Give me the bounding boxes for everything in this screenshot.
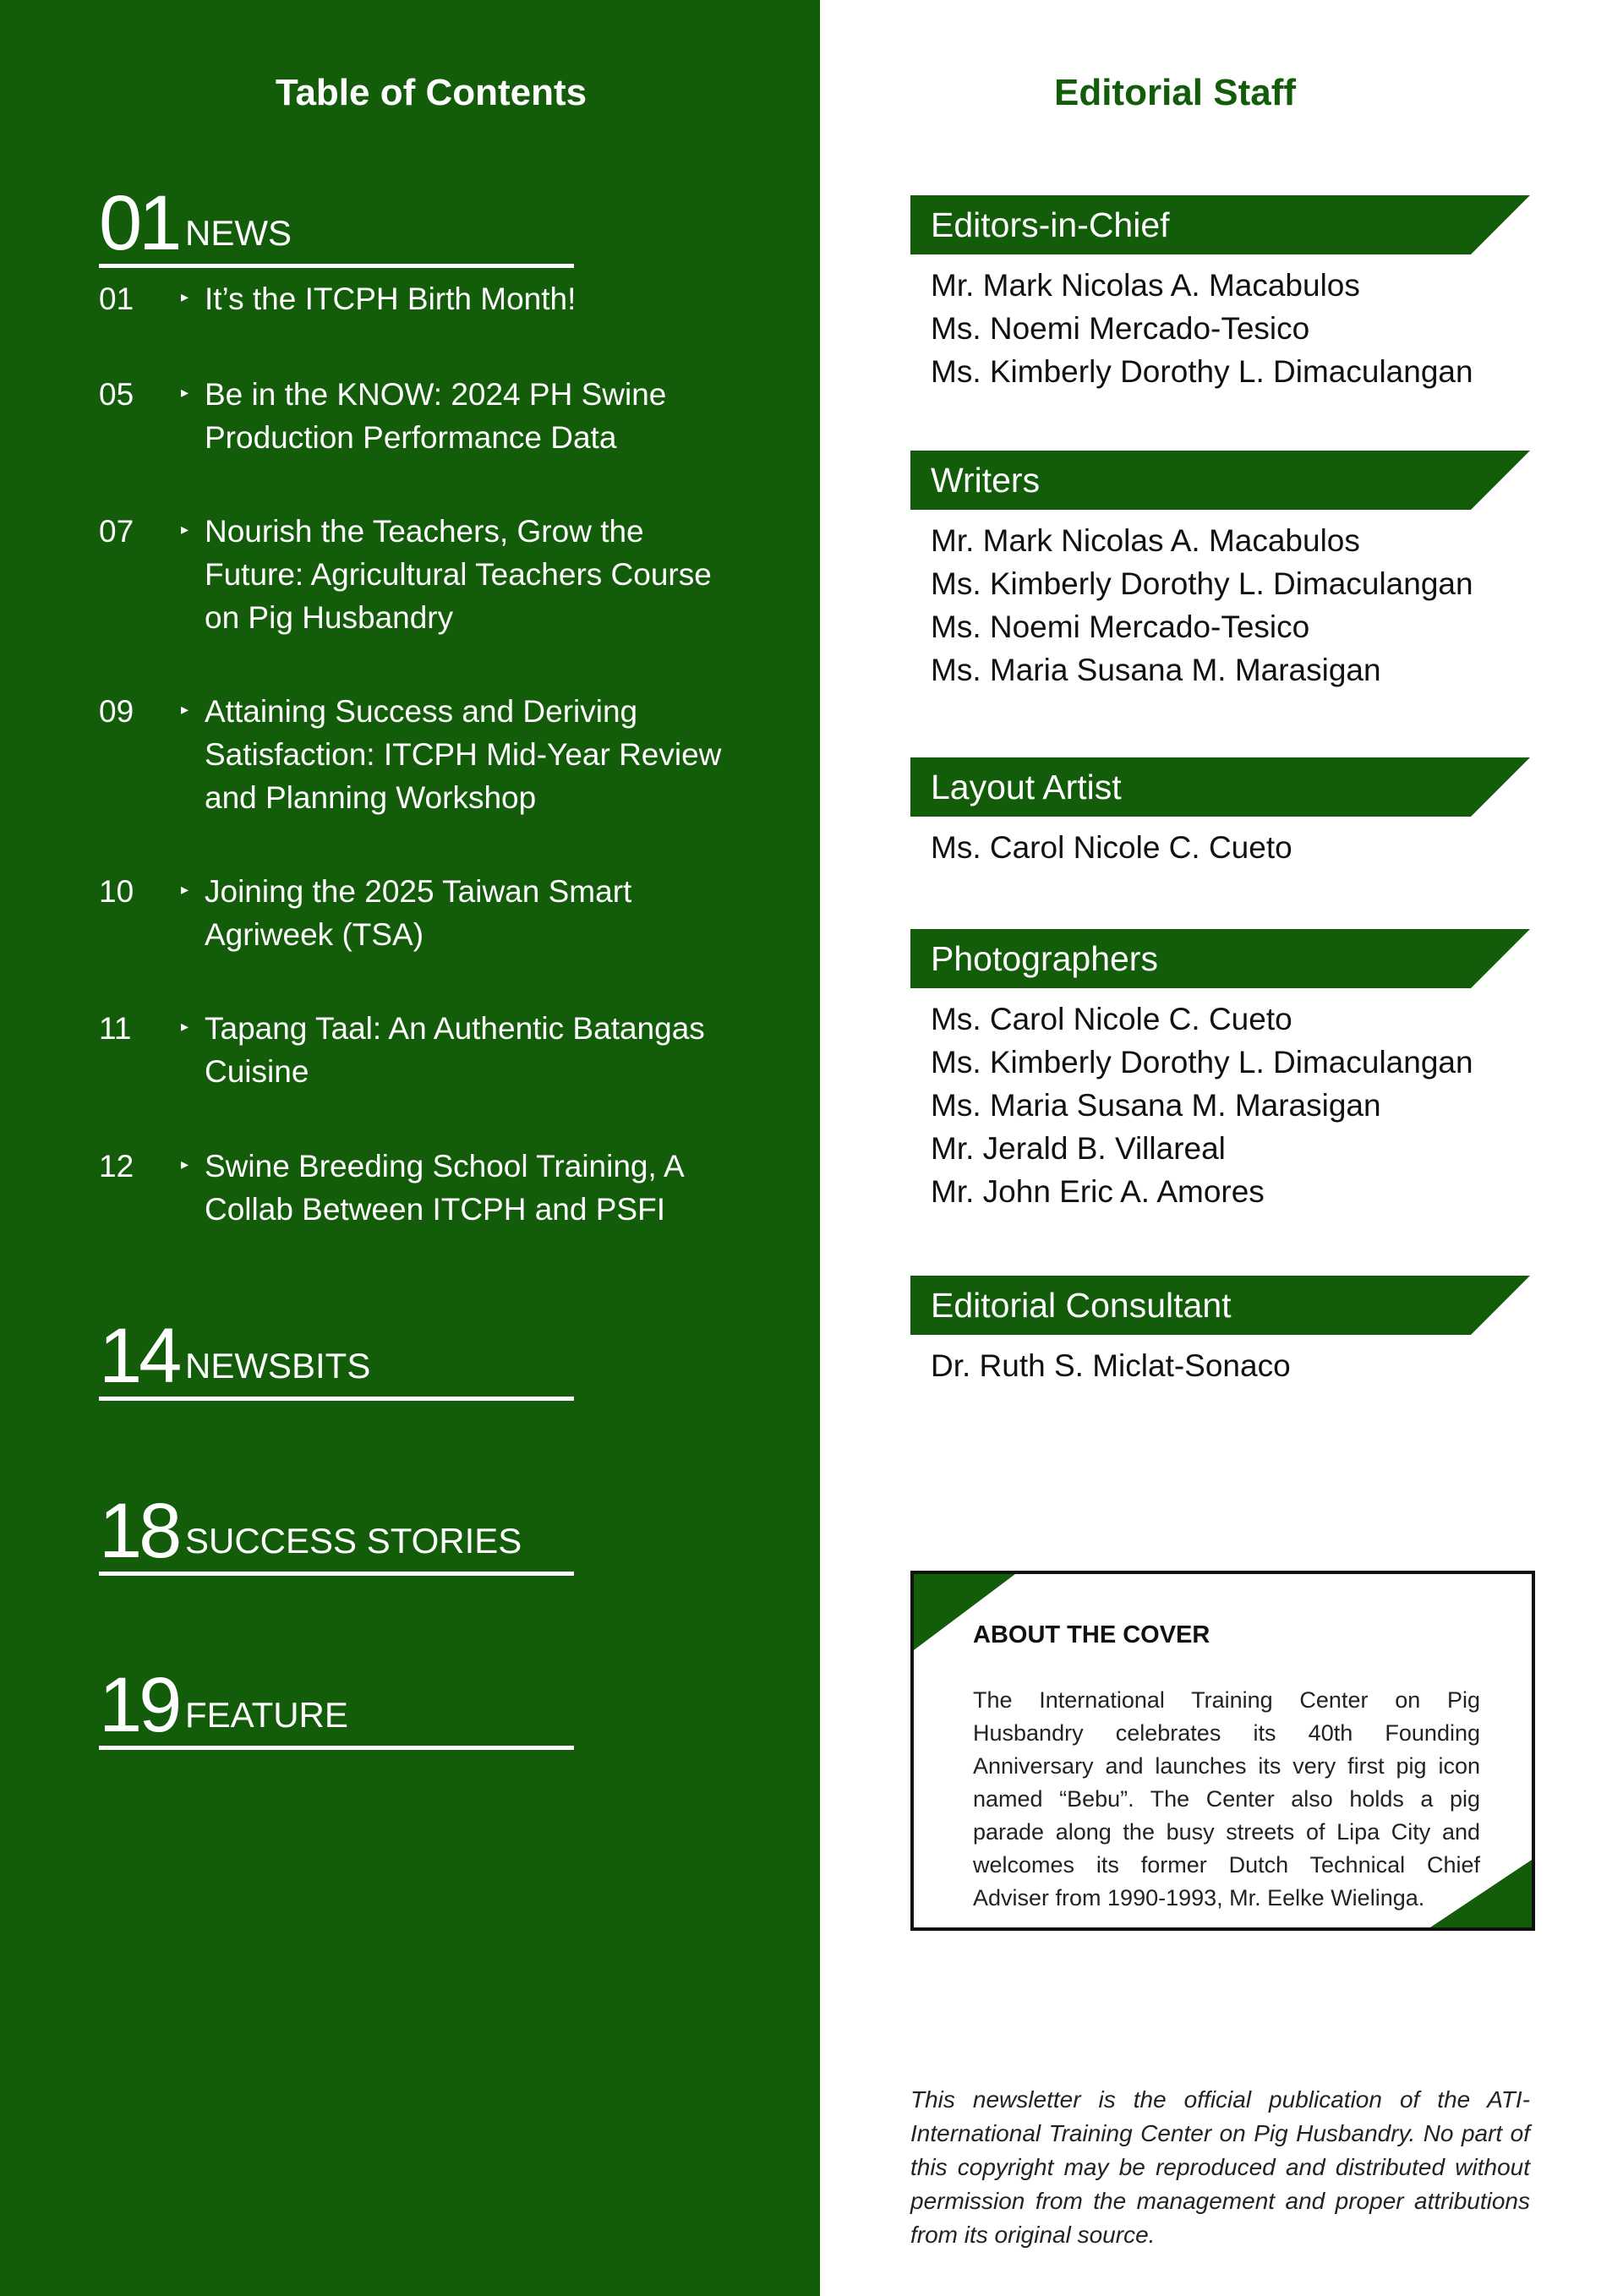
toc-item-title: Tapang Taal: An Authentic Batangas Cuisine: [205, 1011, 705, 1089]
section-label: NEWS: [185, 213, 292, 253]
role-title: Photographers: [931, 939, 1158, 978]
toc-item-title: Attaining Success and Deriving Satisfaction: ITCPH Mid-Year Review and Planning Workshop: [205, 694, 722, 815]
staff-name: Ms. Maria Susana M. Marasigan: [931, 1088, 1381, 1123]
toc-item-title: Joining the 2025 Taiwan Smart Agriweek (TSA): [205, 874, 632, 952]
section-label: SUCCESS STORIES: [185, 1521, 522, 1561]
staff-name: Ms. Maria Susana M. Marasigan: [931, 653, 1381, 687]
role-band: [910, 451, 1530, 510]
toc-item-page: 05: [99, 377, 134, 412]
toc-item-title: Nourish the Teachers, Grow the Future: Agricultural Teachers Course on Pig Husbandry: [205, 514, 712, 635]
role-band: [910, 1276, 1530, 1335]
toc-item-page: 12: [99, 1149, 134, 1184]
staff-name: Ms. Carol Nicole C. Cueto: [931, 830, 1292, 865]
staff-name: Ms. Noemi Mercado-Tesico: [931, 610, 1310, 644]
section-number: 01: [99, 180, 179, 266]
role-title: Editors-in-Chief: [931, 205, 1170, 244]
bullet-triangle-icon: ▸: [181, 1018, 189, 1035]
role-title: Writers: [931, 461, 1041, 500]
section-label: FEATURE: [185, 1695, 348, 1735]
role-names: [931, 998, 1473, 1213]
toc-item-page: 07: [99, 514, 134, 549]
toc-item-page: 01: [99, 282, 134, 316]
toc-title: Table of Contents: [275, 72, 587, 113]
copyright-notice: This newsletter is the official publication of the ATI-International Training Center on Pig Husbandry. No part of this copyright may be reproduced and distributed without permission from the management and proper attributions from its original source.: [910, 2086, 1530, 2248]
toc-section-newsbits[interactable]: [99, 1305, 574, 1401]
staff-name: Ms. Noemi Mercado-Tesico: [931, 311, 1310, 346]
role-title: Layout Artist: [931, 768, 1122, 806]
staff-name: Ms. Kimberly Dorothy L. Dimaculangan: [931, 1045, 1473, 1080]
role-band: [910, 929, 1530, 988]
toc-item-title: Be in the KNOW: 2024 PH Swine Production Performance Data: [205, 377, 667, 455]
staff-name: Mr. Mark Nicolas A. Macabulos: [931, 268, 1360, 303]
bullet-triangle-icon: ▸: [181, 1156, 189, 1173]
role-band: [910, 757, 1530, 817]
staff-name: Ms. Kimberly Dorothy L. Dimaculangan: [931, 354, 1473, 389]
toc-item-title: Swine Breeding School Training, A Collab Between ITCPH and PSFI: [205, 1149, 683, 1227]
role-names: [931, 826, 1292, 869]
staff-title: Editorial Staff: [1053, 72, 1297, 113]
bullet-triangle-icon: ▸: [181, 521, 189, 538]
section-number: 14: [99, 1313, 179, 1399]
staff-name: Mr. Jerald B. Villareal: [931, 1131, 1226, 1166]
toc-item-title: It’s the ITCPH Birth Month!: [205, 282, 577, 316]
toc-item-page: 09: [99, 694, 134, 729]
role-band: [910, 195, 1530, 254]
staff-name: Mr. John Eric A. Amores: [931, 1174, 1265, 1209]
section-label: NEWSBITS: [185, 1346, 371, 1386]
bullet-triangle-icon: ▸: [181, 288, 189, 305]
about-cover-box: [910, 1571, 1535, 1931]
bullet-triangle-icon: ▸: [181, 384, 189, 401]
staff-name: Mr. Mark Nicolas A. Macabulos: [931, 523, 1360, 558]
staff-name: Ms. Carol Nicole C. Cueto: [931, 1002, 1292, 1036]
section-number: 18: [99, 1488, 179, 1574]
toc-section-news[interactable]: [99, 172, 574, 268]
role-title: Editorial Consultant: [931, 1286, 1232, 1325]
staff-name: Ms. Kimberly Dorothy L. Dimaculangan: [931, 566, 1473, 601]
toc-section-success-stories[interactable]: [99, 1480, 574, 1576]
toc-section-feature[interactable]: [99, 1654, 574, 1750]
bullet-triangle-icon: ▸: [181, 881, 189, 898]
bullet-triangle-icon: ▸: [181, 701, 189, 718]
about-cover-title: ABOUT THE COVER: [973, 1621, 1210, 1648]
section-number: 19: [99, 1662, 179, 1748]
staff-name: Dr. Ruth S. Miclat-Sonaco: [931, 1348, 1291, 1383]
role-names: [931, 519, 1473, 692]
about-cover-text: The International Training Center on Pig Husbandry celebrates its 40th Founding Anniversary and launches its very first pig icon named “Bebu”. The Center also holds a pig parade along the busy streets of Lipa City and welcomes its former Dutch Technical Chief Adviser from 1990-1993, Mr. Eelke Wielinga.: [973, 1687, 1480, 1911]
role-names: [931, 1344, 1291, 1387]
toc-item-page: 11: [99, 1011, 132, 1046]
role-names: [931, 264, 1473, 393]
toc-item-page: 10: [99, 874, 134, 909]
